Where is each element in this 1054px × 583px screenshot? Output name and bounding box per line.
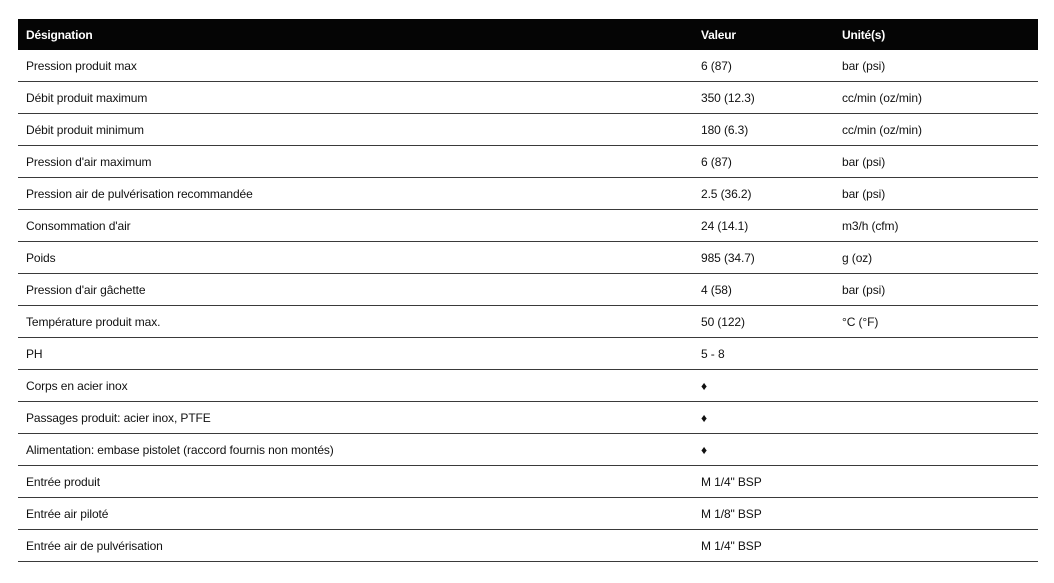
cell-valeur: 6 (87) <box>693 50 834 82</box>
table-header <box>18 19 1038 50</box>
cell-designation: Débit produit minimum <box>18 114 693 146</box>
cell-designation: PH <box>18 338 693 370</box>
cell-valeur: 985 (34.7) <box>693 242 834 274</box>
table-row <box>18 242 1038 274</box>
cell-unite: bar (psi) <box>834 146 1038 178</box>
cell-designation: Entrée air de pulvérisation <box>18 530 693 562</box>
cell-unite <box>834 466 1038 498</box>
table-row <box>18 50 1038 82</box>
cell-valeur: 6 (87) <box>693 146 834 178</box>
table-row <box>18 402 1038 434</box>
table-row <box>18 338 1038 370</box>
cell-designation: Entrée air piloté <box>18 498 693 530</box>
header-row <box>18 19 1038 50</box>
cell-valeur: ♦ <box>693 434 834 466</box>
header-unites: Unité(s) <box>834 19 1038 50</box>
cell-unite <box>834 402 1038 434</box>
cell-designation: Pression produit max <box>18 50 693 82</box>
cell-designation: Pression air de pulvérisation recommandée <box>18 178 693 210</box>
header-valeur: Valeur <box>693 19 834 50</box>
table-row <box>18 466 1038 498</box>
table-row <box>18 274 1038 306</box>
table-row <box>18 306 1038 338</box>
cell-designation: Consommation d'air <box>18 210 693 242</box>
cell-unite: cc/min (oz/min) <box>834 114 1038 146</box>
cell-designation: Entrée produit <box>18 466 693 498</box>
cell-unite: bar (psi) <box>834 178 1038 210</box>
table-row <box>18 178 1038 210</box>
spec-table <box>18 19 1038 562</box>
cell-valeur: ♦ <box>693 370 834 402</box>
cell-designation: Poids <box>18 242 693 274</box>
cell-valeur: 50 (122) <box>693 306 834 338</box>
table-row <box>18 434 1038 466</box>
cell-designation: Corps en acier inox <box>18 370 693 402</box>
table-row <box>18 82 1038 114</box>
cell-valeur: M 1/4" BSP <box>693 530 834 562</box>
cell-unite: °C (°F) <box>834 306 1038 338</box>
table-row <box>18 146 1038 178</box>
cell-valeur: ♦ <box>693 402 834 434</box>
cell-unite: bar (psi) <box>834 274 1038 306</box>
table-row <box>18 498 1038 530</box>
cell-valeur: 4 (58) <box>693 274 834 306</box>
table-row <box>18 210 1038 242</box>
cell-valeur: M 1/4" BSP <box>693 466 834 498</box>
table-row <box>18 114 1038 146</box>
cell-designation: Débit produit maximum <box>18 82 693 114</box>
cell-designation: Pression d'air maximum <box>18 146 693 178</box>
cell-designation: Température produit max. <box>18 306 693 338</box>
cell-valeur: 24 (14.1) <box>693 210 834 242</box>
cell-designation: Passages produit: acier inox, PTFE <box>18 402 693 434</box>
cell-valeur: 5 - 8 <box>693 338 834 370</box>
cell-unite: g (oz) <box>834 242 1038 274</box>
cell-unite: m3/h (cfm) <box>834 210 1038 242</box>
cell-unite: bar (psi) <box>834 50 1038 82</box>
cell-valeur: M 1/8" BSP <box>693 498 834 530</box>
cell-unite <box>834 434 1038 466</box>
cell-unite <box>834 370 1038 402</box>
cell-valeur: 2.5 (36.2) <box>693 178 834 210</box>
cell-unite <box>834 498 1038 530</box>
cell-designation: Pression d'air gâchette <box>18 274 693 306</box>
header-designation: Désignation <box>18 19 693 50</box>
table-row <box>18 530 1038 562</box>
table-row <box>18 370 1038 402</box>
cell-designation: Alimentation: embase pistolet (raccord fournis non montés) <box>18 434 693 466</box>
cell-unite <box>834 338 1038 370</box>
cell-valeur: 350 (12.3) <box>693 82 834 114</box>
cell-unite <box>834 530 1038 562</box>
cell-unite: cc/min (oz/min) <box>834 82 1038 114</box>
table-body <box>18 50 1038 562</box>
cell-valeur: 180 (6.3) <box>693 114 834 146</box>
